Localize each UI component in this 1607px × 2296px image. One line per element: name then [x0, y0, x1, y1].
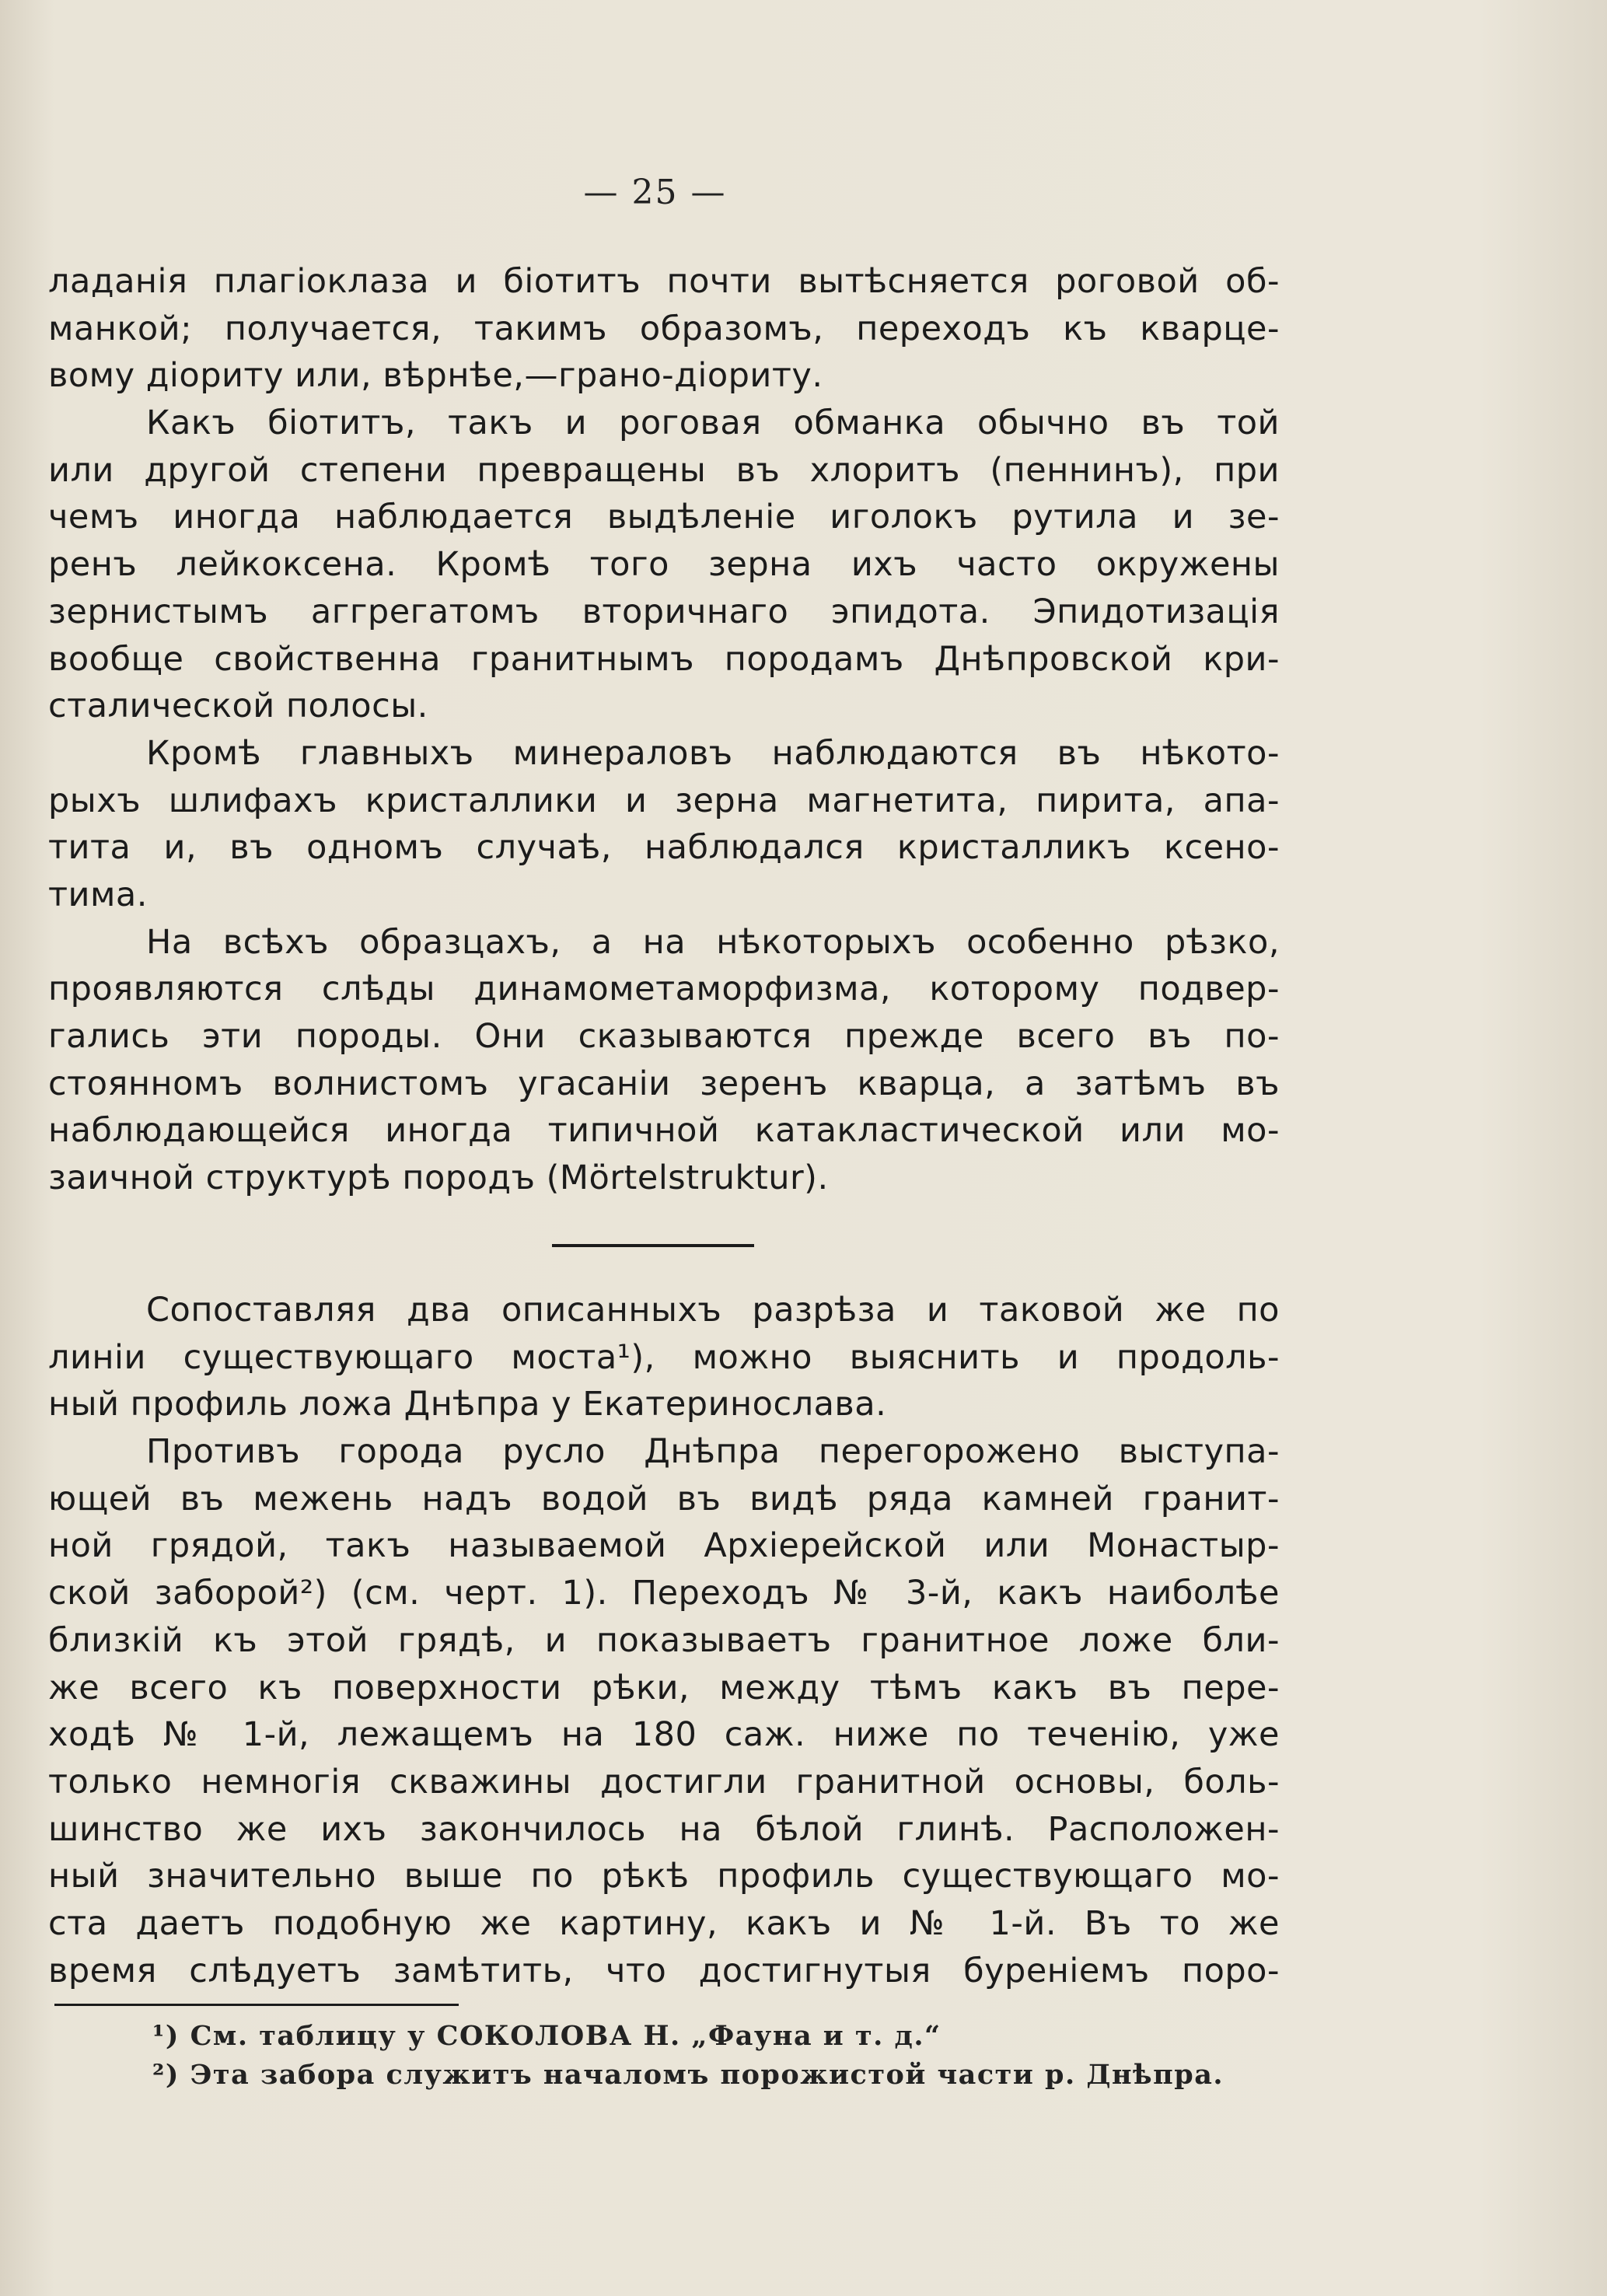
footnote-item — [152, 2056, 1256, 2095]
footnote-rule — [54, 2004, 459, 2006]
text-line: проявляются слѣды динамометаморфизма, которому подвер- — [48, 970, 1280, 1009]
footnote-text: Эта забора служитъ началомъ порожистой части р. Днѣпра. — [179, 2059, 1224, 2091]
text-line: или другой степени превращены въ хлоритъ (пеннинъ), при — [48, 450, 1280, 490]
text-line: Кромѣ главныхъ минераловъ наблюдаются въ нѣкото- — [146, 733, 1280, 773]
section-separator-rule — [552, 1244, 754, 1247]
text-line: чемъ иногда наблюдается выдѣленіе иголокъ рутила и зе- — [48, 498, 1280, 537]
text-line: только немногія скважины достигли гранитной основы, боль- — [48, 1762, 1280, 1802]
text-line: сталической полосы. — [48, 687, 428, 726]
text-line: ладанія плагіоклаза и біотитъ почти вытѣсняется роговой об- — [48, 262, 1280, 301]
text-line: стоянномъ волнистомъ угасаніи зеренъ кварца, а затѣмъ въ — [48, 1064, 1280, 1103]
text-line: На всѣхъ образцахъ, а на нѣкоторыхъ особенно рѣзко, — [146, 922, 1280, 962]
text-line: линіи существующаго моста¹), можно выяснить и продоль- — [48, 1337, 1280, 1377]
paragraph-block-lower — [48, 1287, 1280, 1994]
text-line: время слѣдуетъ замѣтить, что достигнутыя буреніемъ поро- — [48, 1951, 1280, 1990]
text-line: ный значительно выше по рѣкѣ профиль существующаго мо- — [48, 1857, 1280, 1896]
text-line: Сопоставляя два описанныхъ разрѣза и таковой же по — [146, 1291, 1280, 1330]
page-number: — 25 — — [583, 173, 727, 212]
text-line: ный профиль ложа Днѣпра у Екатеринослава. — [48, 1385, 887, 1424]
text-line: ренъ лейкоксена. Кромѣ того зерна ихъ часто окружены — [48, 545, 1280, 585]
text-line: тита и, въ одномъ случаѣ, наблюдался кристалликъ ксено- — [48, 828, 1280, 868]
text-line: Противъ города русло Днѣпра перегорожено выступа- — [146, 1432, 1280, 1472]
footnote-text: См. таблицу у СОКОЛОВА Н. „Фауна и т. д.“ — [179, 2020, 941, 2052]
text-line: же всего къ поверхности рѣки, между тѣмъ какъ въ пере- — [48, 1668, 1280, 1707]
text-line: ской заборой²) (см. черт. 1). Переходъ № 3-й, какъ наиболѣе — [48, 1574, 1280, 1613]
text-line: ной грядой, такъ называемой Архіерейской или Монастыр- — [48, 1526, 1280, 1566]
text-line: ходѣ № 1-й, лежащемъ на 180 саж. ниже по теченію, уже — [48, 1715, 1280, 1755]
footnotes — [152, 2017, 1256, 2095]
text-line: тима. — [48, 875, 148, 914]
text-line: шинство же ихъ закончилось на бѣлой глинѣ. Расположен- — [48, 1809, 1280, 1849]
text-line: близкій къ этой грядѣ, и показываетъ гранитное ложе бли- — [48, 1620, 1280, 1660]
text-line: заичной структурѣ породъ (Mörtelstruktur). — [48, 1158, 829, 1198]
text-line: ста даетъ подобную же картину, какъ и № 1-й. Въ то же — [48, 1903, 1280, 1943]
footnote-item — [152, 2017, 1256, 2056]
paragraph-block-upper — [48, 258, 1280, 1202]
footnote-mark: ¹) — [152, 2020, 180, 2052]
footnote-mark: ²) — [152, 2059, 180, 2091]
text-line: вообще свойственна гранитнымъ породамъ Днѣпровской кри- — [48, 639, 1280, 679]
text-line: гались эти породы. Они сказываются прежде всего въ по- — [48, 1017, 1280, 1056]
text-line: Какъ біотитъ, такъ и роговая обманка обычно въ той — [146, 404, 1280, 443]
text-line: манкой; получается, такимъ образомъ, переходъ къ кварце- — [48, 309, 1280, 348]
text-line: зернистымъ аггрегатомъ вторичнаго эпидота. Эпидотизація — [48, 592, 1280, 631]
text-line: рыхъ шлифахъ кристаллики и зерна магнетита, пирита, апа- — [48, 781, 1280, 820]
text-line: вому діориту или, вѣрнѣе,—грано-діориту. — [48, 356, 823, 396]
text-line: наблюдающейся иногда типичной катакластической или мо- — [48, 1111, 1280, 1151]
text-line: ющей въ межень надъ водой въ видѣ ряда камней гранит- — [48, 1479, 1280, 1518]
